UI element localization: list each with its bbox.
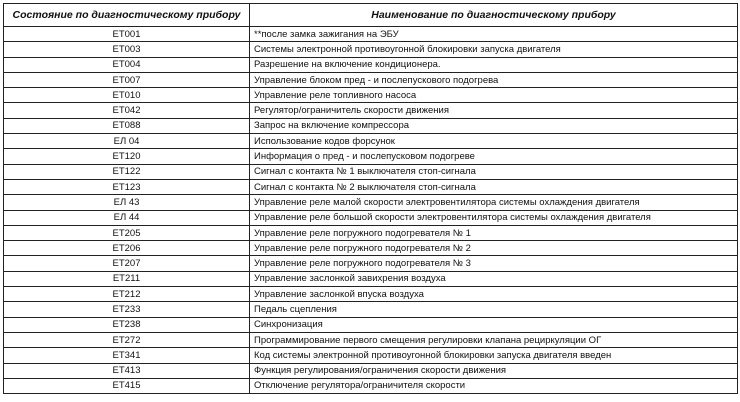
table-row xyxy=(4,256,738,271)
table-row xyxy=(4,57,738,72)
parameter-name-cell: Управление реле большой скорости электровентилятора системы охлаждения двигателя xyxy=(250,210,738,225)
state-code-cell: ЕЛ 44 xyxy=(4,210,250,225)
parameter-name-cell: Педаль сцепления xyxy=(250,302,738,317)
diagnostic-states-table xyxy=(3,3,738,394)
state-code-cell: ET003 xyxy=(4,42,250,57)
state-code-cell: ET413 xyxy=(4,363,250,378)
state-code-cell: ET004 xyxy=(4,57,250,72)
state-code-cell: ET212 xyxy=(4,287,250,302)
table-row xyxy=(4,302,738,317)
parameter-name-cell: **после замка зажигания на ЭБУ xyxy=(250,27,738,42)
table-row xyxy=(4,210,738,225)
table-header-row xyxy=(4,4,738,27)
table-row xyxy=(4,225,738,240)
table-row xyxy=(4,287,738,302)
table-row xyxy=(4,72,738,87)
table-row xyxy=(4,363,738,378)
parameter-name-cell: Сигнал с контакта № 1 выключателя стоп-сигнала xyxy=(250,164,738,179)
parameter-name-cell: Управление реле топливного насоса xyxy=(250,88,738,103)
parameter-name-cell: Код системы электронной противоугонной блокировки запуска двигателя введен xyxy=(250,348,738,363)
state-code-cell: ET122 xyxy=(4,164,250,179)
table-row xyxy=(4,332,738,347)
state-code-cell: ЕЛ 43 xyxy=(4,195,250,210)
parameter-name-cell: Регулятор/ограничитель скорости движения xyxy=(250,103,738,118)
state-code-cell: ET120 xyxy=(4,149,250,164)
parameter-name-cell: Функция регулирования/ограничения скорости движения xyxy=(250,363,738,378)
table-body xyxy=(4,27,738,394)
table-row xyxy=(4,378,738,393)
parameter-name-cell: Управление реле погружного подогревателя № 2 xyxy=(250,241,738,256)
state-code-cell: ET207 xyxy=(4,256,250,271)
state-code-cell: ET206 xyxy=(4,241,250,256)
parameter-name-cell: Управление заслонкой завихрения воздуха xyxy=(250,271,738,286)
state-code-cell: ET415 xyxy=(4,378,250,393)
state-code-cell: ET001 xyxy=(4,27,250,42)
parameter-name-cell: Управление реле малой скорости электровентилятора системы охлаждения двигателя xyxy=(250,195,738,210)
state-code-cell: ET123 xyxy=(4,179,250,194)
table-row xyxy=(4,42,738,57)
table-row xyxy=(4,88,738,103)
state-code-cell: ET007 xyxy=(4,72,250,87)
parameter-name-cell: Управление заслонкой впуска воздуха xyxy=(250,287,738,302)
table-row xyxy=(4,271,738,286)
state-code-cell: ET272 xyxy=(4,332,250,347)
parameter-name-cell: Управление реле погружного подогревателя № 1 xyxy=(250,225,738,240)
parameter-name-cell: Синхронизация xyxy=(250,317,738,332)
state-code-cell: ET010 xyxy=(4,88,250,103)
parameter-name-cell: Программирование первого смещения регулировки клапана рециркуляции ОГ xyxy=(250,332,738,347)
column-header-name: Наименование по диагностическому прибору xyxy=(250,4,738,27)
parameter-name-cell: Использование кодов форсунок xyxy=(250,134,738,149)
parameter-name-cell: Системы электронной противоугонной блокировки запуска двигателя xyxy=(250,42,738,57)
table-row xyxy=(4,241,738,256)
parameter-name-cell: Управление блоком пред - и послепускового подогрева xyxy=(250,72,738,87)
table-row xyxy=(4,134,738,149)
state-code-cell: ET205 xyxy=(4,225,250,240)
parameter-name-cell: Управление реле погружного подогревателя № 3 xyxy=(250,256,738,271)
parameter-name-cell: Запрос на включение компрессора xyxy=(250,118,738,133)
table-row xyxy=(4,164,738,179)
table-row xyxy=(4,179,738,194)
table-row xyxy=(4,195,738,210)
state-code-cell: ЕЛ 04 xyxy=(4,134,250,149)
parameter-name-cell: Сигнал с контакта № 2 выключателя стоп-сигнала xyxy=(250,179,738,194)
state-code-cell: ET042 xyxy=(4,103,250,118)
table-row xyxy=(4,348,738,363)
state-code-cell: ET341 xyxy=(4,348,250,363)
table-row xyxy=(4,118,738,133)
state-code-cell: ET088 xyxy=(4,118,250,133)
table-row xyxy=(4,149,738,164)
state-code-cell: ET233 xyxy=(4,302,250,317)
parameter-name-cell: Отключение регулятора/ограничителя скорости xyxy=(250,378,738,393)
state-code-cell: ET238 xyxy=(4,317,250,332)
parameter-name-cell: Разрешение на включение кондиционера. xyxy=(250,57,738,72)
table-row xyxy=(4,317,738,332)
table-row xyxy=(4,27,738,42)
column-header-state: Состояние по диагностическому прибору xyxy=(4,4,250,27)
state-code-cell: ET211 xyxy=(4,271,250,286)
parameter-name-cell: Информация о пред - и послепусковом подогреве xyxy=(250,149,738,164)
table-row xyxy=(4,103,738,118)
